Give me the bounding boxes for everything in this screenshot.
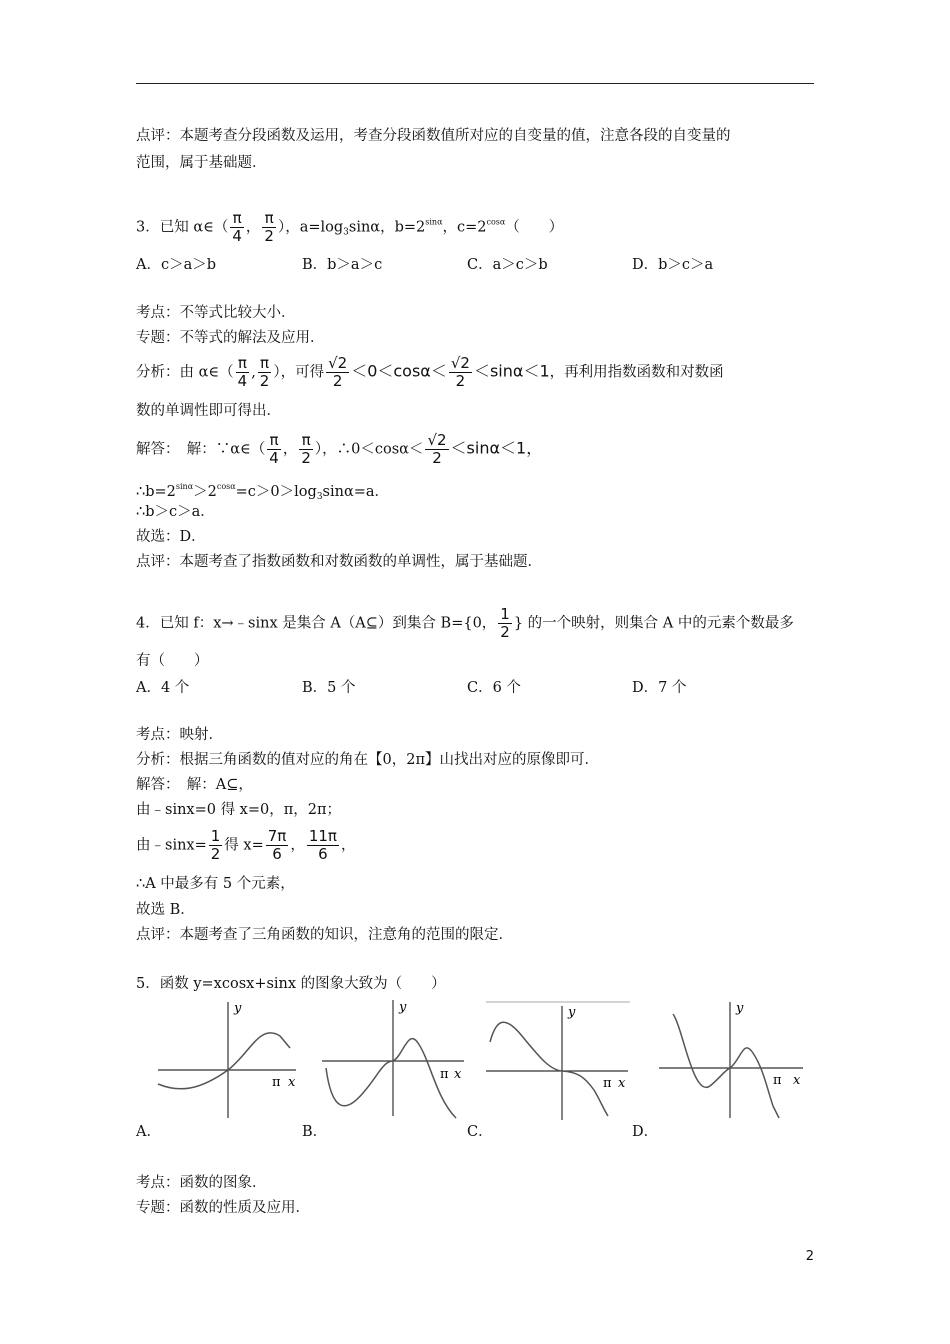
q4-option-c: C．6 个: [467, 680, 521, 696]
q3-option-b: B．b＞a＞c: [302, 257, 383, 273]
q4-conclusion: ∴A 中最多有 5 个元素，: [136, 876, 295, 892]
q3-zhuanti: 专题：不等式的解法及应用．: [136, 330, 325, 346]
q4-kaodian: 考点：映射．: [136, 727, 223, 743]
q5-zhuanti: 专题：函数的性质及应用．: [136, 1200, 310, 1216]
q5-option-b: B．: [302, 1124, 328, 1140]
q3-fenxi: 分析：由 α∈（ $\frac{\pi}{4}$ , $\frac{\pi}{2}$ ），可得 $\frac{√2}{2}$ ＜0＜cosα＜ $\frac{√2}{2}$ ＜sinα＜1，再利用指数函数和对数函: [136, 354, 724, 390]
graph-b: [318, 998, 468, 1123]
q4-choice: 故选 B．: [136, 902, 195, 918]
fraction-one-half: $\frac{1}{2}$: [500, 605, 510, 641]
svg-text:π: π: [440, 1067, 449, 1082]
graph-a: [150, 998, 300, 1123]
fraction-pi-over-4: $\frac{\pi}{4}$: [232, 209, 242, 245]
svg-text:x: x: [618, 1076, 626, 1091]
prev-comment-line1: 点评：本题考查分段函数及运用，考查分段函数值所对应的自变量的值，注意各段的自变量的: [136, 128, 731, 144]
q3-choice: 故选：D．: [136, 529, 206, 545]
q4-stem: 4．已知 f：x→﹣sinx 是集合 A（A⊆）到集合 B={0， $\frac{1}{2}$ } 的一个映射，则集合 A 中的元素个数最多: [136, 605, 794, 641]
q5-option-c: C．: [467, 1124, 493, 1140]
q3-jieda: 解答： 解：∵α∈（ $\frac{\pi}{4}$ ， $\frac{\pi}{2}$ ），∴0＜cosα＜ $\frac{√2}{2}$ ＜sinα＜1，: [136, 431, 543, 467]
q4-option-d: D．7 个: [632, 680, 687, 696]
q3-option-d: D．b＞c＞a: [632, 257, 714, 273]
svg-text:π: π: [603, 1076, 612, 1091]
q5-option-d: D．: [632, 1124, 659, 1140]
q4-step1: 由﹣sinx=0 得 x=0，π，2π；: [136, 802, 342, 818]
q3-kaodian: 考点：不等式比较大小．: [136, 305, 296, 321]
graph-c: [482, 1000, 632, 1125]
q3-stem: 3．已知 α∈（ $\frac{\pi}{4}$ ， $\frac{\pi}{2}$ ），$a=\log_3\sin\alpha$，$b=2^{sin\alpha}$，$c=2^{cos\alpha}$（ ）: [136, 209, 564, 245]
svg-text:π: π: [272, 1075, 281, 1090]
svg-text:x: x: [793, 1073, 801, 1088]
q4-stem-line2: 有（ ）: [136, 653, 209, 669]
svg-text:y: y: [234, 1001, 242, 1016]
q5-kaodian: 考点：函数的图象．: [136, 1175, 267, 1191]
svg-text:y: y: [736, 1001, 744, 1016]
svg-text:x: x: [454, 1067, 462, 1082]
q4-option-b: B．5 个: [302, 680, 356, 696]
q4-jieda: 解答： 解：A⊆，: [136, 777, 253, 793]
q3-option-a: A．c＞a＞b: [136, 257, 217, 273]
svg-text:y: y: [568, 1005, 576, 1020]
fraction-pi-over-2: $\frac{\pi}{2}$: [264, 209, 274, 245]
svg-text:y: y: [399, 1000, 407, 1015]
q4-pingjia: 点评：本题考查了三角函数的知识，注意角的范围的限定．: [136, 927, 513, 943]
prev-comment-line2: 范围，属于基础题．: [136, 155, 267, 171]
q3-pingjia: 点评：本题考查了指数函数和对数函数的单调性，属于基础题．: [136, 554, 542, 570]
header-rule: [136, 83, 814, 84]
q4-option-a: A．4 个: [136, 680, 190, 696]
svg-text:π: π: [773, 1073, 782, 1088]
q3-step-b: $\therefore b=2^{sin\alpha}>2^{cos\alpha}=c>0>\log_3\sin\alpha=a$．: [136, 482, 390, 502]
graph-d: [655, 998, 807, 1123]
q3-option-c: C．a＞c＞b: [467, 257, 548, 273]
q4-fenxi: 分析：根据三角函数的值对应的角在【0，2π】山找出对应的原像即可．: [136, 752, 599, 768]
page-number: 2: [805, 1249, 814, 1264]
q5-option-a: A．: [136, 1124, 161, 1140]
q4-step2: 由﹣sinx= $\frac{1}{2}$ 得 x= $\frac{7\pi}{6}$ ， $\frac{11\pi}{6}$ ，: [136, 827, 356, 863]
q5-stem: 5．函数 y=xcosx+sinx 的图象大致为（ ）: [136, 976, 446, 992]
q3-fenxi-line2: 数的单调性即可得出．: [136, 403, 281, 419]
q3-order: ∴b＞c＞a．: [136, 504, 215, 520]
svg-text:x: x: [288, 1075, 296, 1090]
